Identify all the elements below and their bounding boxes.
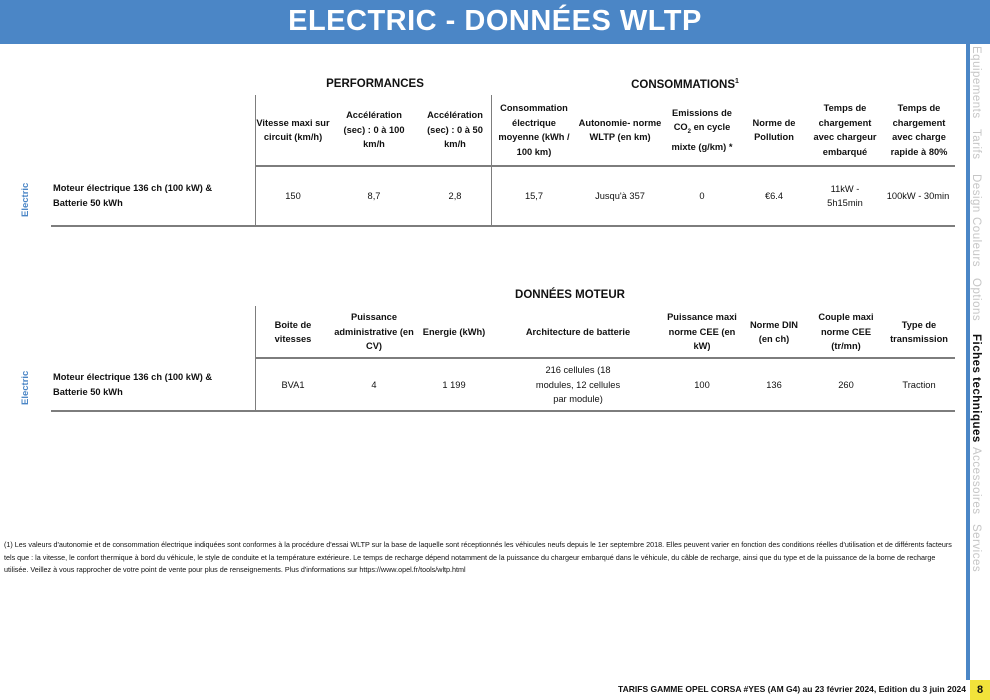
header-acceleration-100: Accélération (sec) : 0 à 100 km/h [343, 110, 405, 150]
emissions-sub: 2 [687, 129, 691, 136]
table2-category-label: Electric [20, 370, 31, 405]
footer-title: TARIFS GAMME OPEL CORSA #YES (AM G4) au 23 février 2024, Edition du 3 juin 2024 [618, 684, 966, 694]
header-couple: Couple maxi norme CEE (tr/mn) [818, 312, 874, 352]
side-nav-couleurs[interactable]: Couleurs [970, 217, 982, 268]
footnote: (1) Les valeurs d'autonomie et de consommation électrique indiquées sont conformes à la procédure d'essai WLTP sur la base de laquelle sont réceptionnés les véhicules neufs depuis le 1er septembre 2018. Elles peuvent varier en fonction des conditions réelles d'utilisation et de différents facteurs tels que : la vitesse, le confort thermique à bord du véhicule, le style de conduite et la température extérieure. Le temps de recharge dépend notamment de la puissance du chargeur embarqué dans le véhicule, du câble de recharge, ainsi que du type et de la puissance de la borne de recharge utilisée. Veillez à vous rapprocher de votre point de vente pour plus de renseignements. Plus d'informations sur https://www.opel.fr/tools/wltp.html [4, 540, 952, 574]
header-norme-din: Norme DIN (en ch) [749, 319, 799, 344]
side-nav-tarifs[interactable]: Tarifs [970, 129, 982, 160]
cell-acceleration-50: 2,8 [448, 190, 462, 201]
cell-puissance-cee: 100 [694, 379, 710, 390]
donnees-moteur-title: DONNÉES MOTEUR [515, 289, 625, 301]
header-emissions-co2 [666, 95, 738, 165]
cell-architecture: 216 cellules (18 modules, 12 cellules par module) [535, 365, 621, 405]
side-nav-design[interactable]: Design [970, 174, 982, 213]
table2-header-rule [255, 357, 955, 359]
cell-norme-din: 136 [766, 379, 782, 390]
table2-vline-left [255, 306, 256, 410]
side-nav-equipements[interactable]: Equipements [970, 46, 982, 119]
header-transmission: Type de transmission [890, 319, 948, 344]
header-energie: Energie (kWh) [422, 326, 486, 337]
header-puissance-cee: Puissance maxi norme CEE (en kW) [667, 312, 737, 352]
performances-title: PERFORMANCES [326, 78, 424, 90]
side-nav-accessoires[interactable]: Accessoires [970, 447, 982, 515]
header-autonomie: Autonomie- norme WLTP (en km) [578, 117, 662, 142]
consommations-label: CONSOMMATIONS [631, 78, 735, 91]
table2-model-name: Moteur électrique 136 ch (100 kW) & Batterie 50 kWh [53, 372, 213, 397]
cell-norme-pollution: €6.4 [764, 190, 784, 201]
consommations-footnote-ref: 1 [735, 78, 739, 85]
cell-couple: 260 [838, 379, 854, 390]
page-title: ELECTRIC - DONNÉES WLTP [288, 5, 702, 37]
cell-temps-embarque: 11kW - 5h15min [827, 183, 863, 208]
cell-boite-vitesses: BVA1 [281, 379, 305, 390]
side-nav-services[interactable]: Services [970, 524, 982, 573]
header-architecture: Architecture de batterie [525, 326, 631, 337]
cell-autonomie: Jusqu'à 357 [595, 190, 645, 201]
page-number: 8 [970, 680, 990, 700]
header-vitesse-maxi: Vitesse maxi sur circuit (km/h) [256, 117, 330, 142]
consommations-title [610, 78, 760, 91]
side-nav-options[interactable]: Options [970, 278, 982, 322]
header-puissance-admin: Puissance administrative (en CV) [334, 312, 414, 352]
header-norme-pollution: Norme de Pollution [752, 117, 796, 142]
table1-model-name: Moteur électrique 136 ch (100 kW) & Batterie 50 kWh [53, 183, 213, 208]
header-boite-vitesses: Boite de vitesses [274, 319, 312, 344]
cell-transmission: Traction [902, 379, 936, 390]
header-acceleration-50: Accélération (sec) : 0 à 50 km/h [427, 110, 483, 150]
emissions-label [666, 106, 738, 154]
cell-puissance-admin: 4 [371, 379, 377, 390]
cell-consommation: 15,7 [524, 190, 544, 201]
side-nav-fiches-techniques[interactable]: Fiches techniques [970, 334, 982, 443]
cell-temps-rapide: 100kW - 30min [886, 190, 950, 201]
table2-bottom-rule [51, 410, 955, 412]
side-nav [970, 44, 990, 584]
emissions-pre: Emissions de CO [672, 107, 732, 133]
table1-category-label: Electric [20, 182, 31, 217]
cell-vitesse-maxi: 150 [285, 190, 301, 201]
cell-acceleration-100: 8,7 [367, 190, 381, 201]
table1-bottom-rule [51, 225, 955, 227]
header-temps-embarque: Temps de chargement avec chargeur embarqué [813, 103, 877, 157]
cell-emissions: 0 [699, 190, 705, 201]
header-banner [0, 0, 990, 44]
emissions-post: en cycle mixte (g/km) * [671, 122, 733, 152]
cell-energie: 1 199 [442, 379, 466, 390]
header-temps-rapide: Temps de chargement avec charge rapide à 80% [890, 103, 948, 157]
header-consommation: Consommation électrique moyenne (kWh / 100 km) [498, 103, 570, 157]
